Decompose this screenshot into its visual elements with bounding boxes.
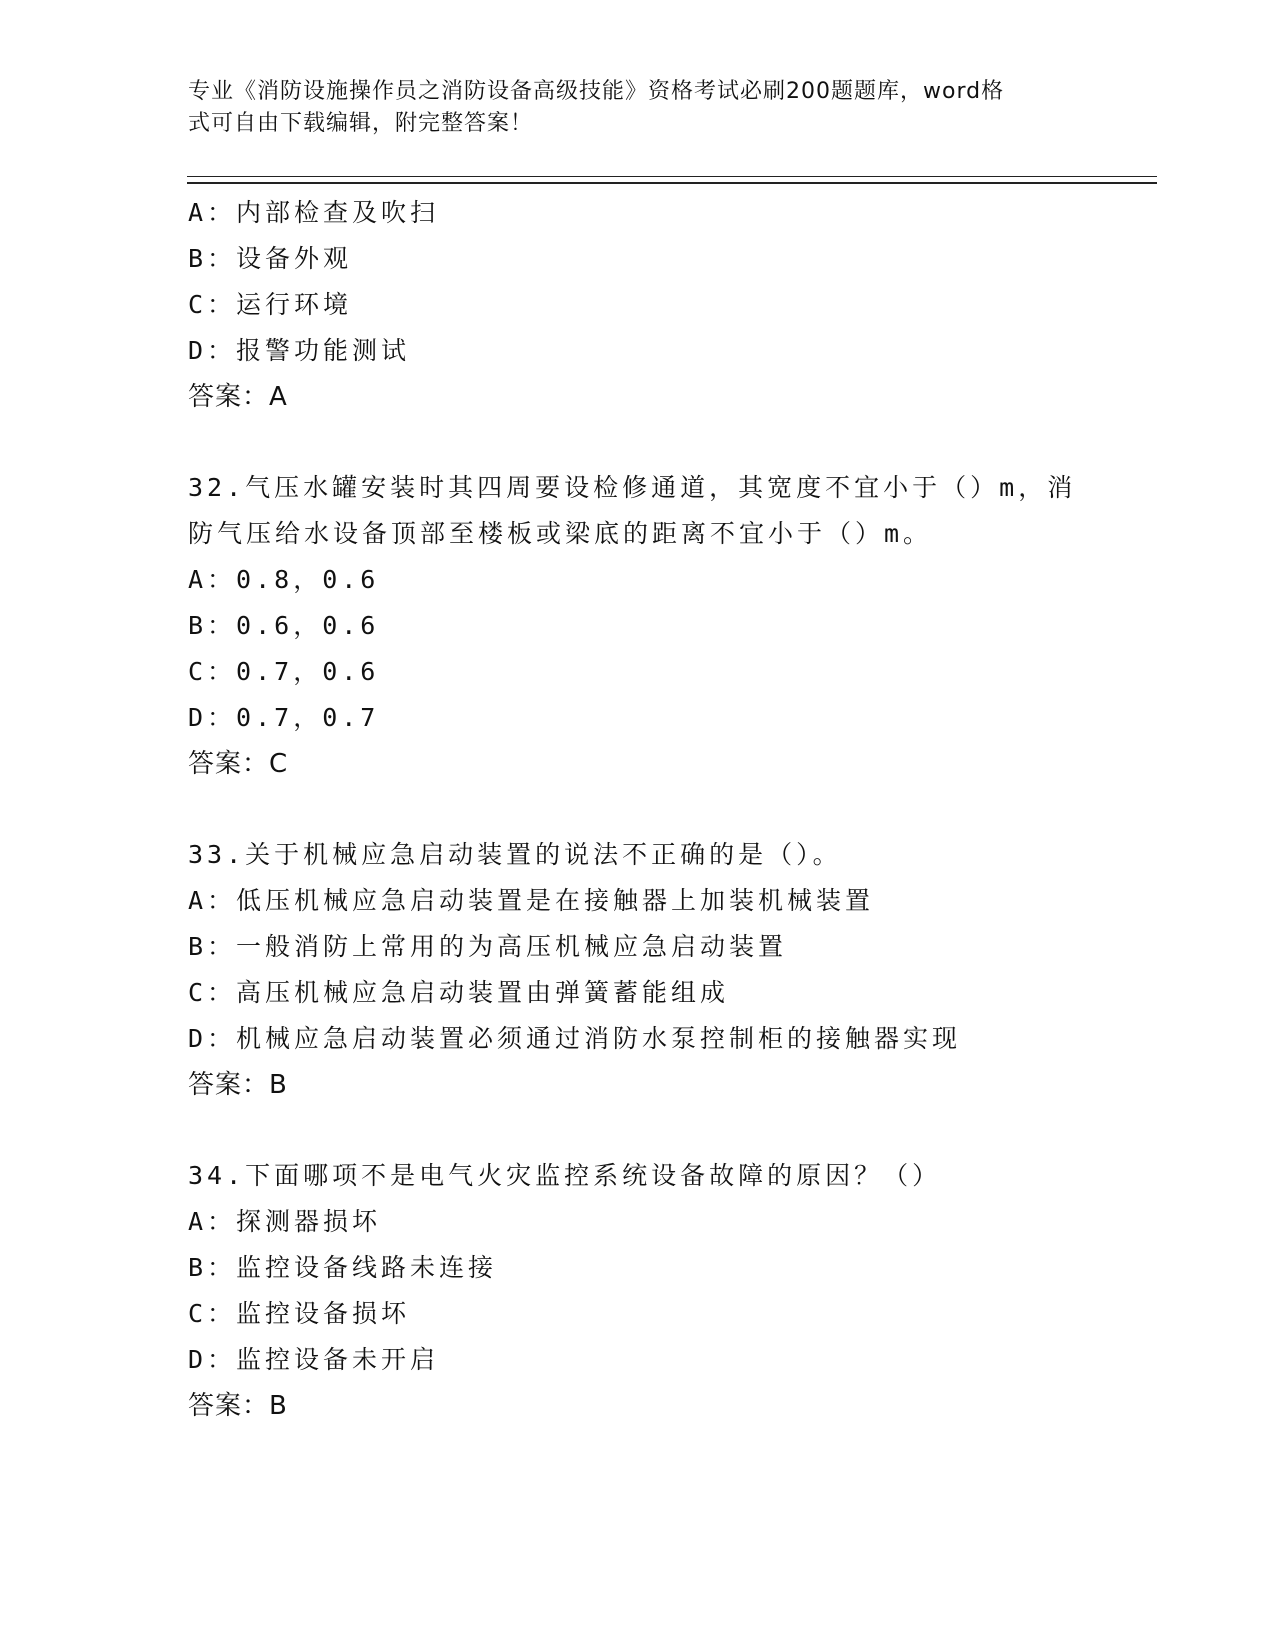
answer-label: 答案：C bbox=[188, 749, 289, 779]
option-c: C：监控设备损坏 bbox=[188, 1299, 411, 1328]
question-34 bbox=[188, 1153, 1088, 1429]
option-d: D：机械应急启动装置必须通过消防水泵控制柜的接触器实现 bbox=[188, 1024, 962, 1053]
question-31 bbox=[188, 190, 1088, 420]
question-33 bbox=[188, 832, 1088, 1108]
option-b: B：设备外观 bbox=[188, 244, 353, 273]
answer-label: 答案：A bbox=[188, 382, 288, 412]
question-text-line-2: 防气压给水设备顶部至楼板或梁底的距离不宜小于（）m。 bbox=[188, 519, 933, 548]
question-text-line-1: 33.关于机械应急启动装置的说法不正确的是（）。 bbox=[188, 840, 842, 869]
option-b: B：监控设备线路未连接 bbox=[188, 1253, 498, 1282]
question-32 bbox=[188, 465, 1088, 787]
header-divider-thin bbox=[187, 176, 1157, 177]
option-c: C：0.7，0.6 bbox=[188, 657, 380, 686]
spacer bbox=[188, 1108, 1088, 1153]
option-a: A：内部检查及吹扫 bbox=[188, 198, 440, 227]
option-a: A：0.8，0.6 bbox=[188, 565, 380, 594]
option-a: A：低压机械应急启动装置是在接触器上加装机械装置 bbox=[188, 886, 875, 915]
option-a: A：探测器损坏 bbox=[188, 1207, 382, 1236]
answer-label: 答案：B bbox=[188, 1391, 288, 1421]
question-text-line-1: 34.下面哪项不是电气火灾监控系统设备故障的原因？（） bbox=[188, 1161, 942, 1190]
option-d: D：0.7，0.7 bbox=[188, 703, 380, 732]
option-d: D：监控设备未开启 bbox=[188, 1345, 440, 1374]
header-line-1: 专业《消防设施操作员之消防设备高级技能》资格考试必刷200题题库，word格 bbox=[188, 79, 1005, 104]
question-list bbox=[188, 190, 1088, 1429]
option-c: C：运行环境 bbox=[188, 290, 353, 319]
option-c: C：高压机械应急启动装置由弹簧蓄能组成 bbox=[188, 978, 730, 1007]
document-header bbox=[188, 76, 1068, 140]
header-line-2: 式可自由下载编辑，附完整答案！ bbox=[188, 111, 534, 136]
spacer bbox=[188, 420, 1088, 465]
question-text-line-1: 32.气压水罐安装时其四周要设检修通道，其宽度不宜小于（）m，消 bbox=[188, 473, 1077, 502]
answer-label: 答案：B bbox=[188, 1070, 288, 1100]
option-d: D：报警功能测试 bbox=[188, 336, 411, 365]
spacer bbox=[188, 787, 1088, 832]
header-divider-thick bbox=[187, 182, 1157, 184]
option-b: B：一般消防上常用的为高压机械应急启动装置 bbox=[188, 932, 788, 961]
option-b: B：0.6，0.6 bbox=[188, 611, 380, 640]
